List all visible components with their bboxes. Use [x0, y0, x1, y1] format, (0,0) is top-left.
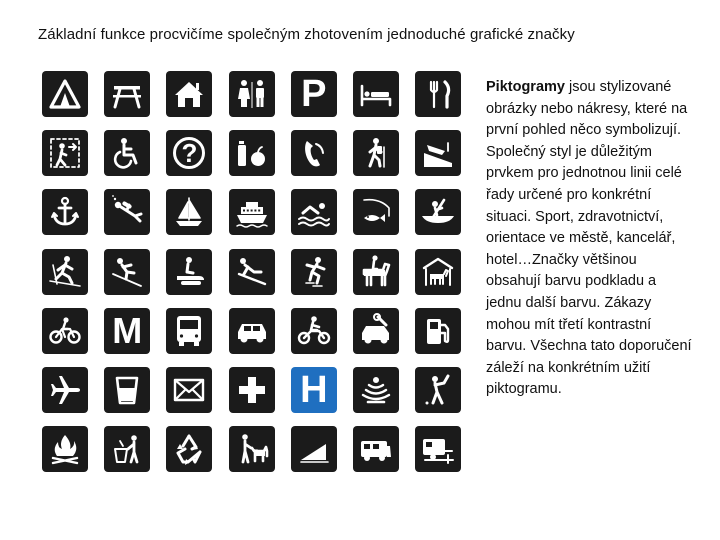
- page-title: Základní funkce procvičíme společným zhotovením jednoduché grafické značky: [38, 26, 575, 43]
- description-term: Piktogramy: [486, 79, 565, 95]
- telephone-icon: [291, 130, 337, 176]
- marina-anchor-icon: [42, 189, 88, 235]
- restrooms-icon: [229, 71, 275, 117]
- pictogram-grid: [42, 71, 462, 491]
- boat-launch-icon: [415, 130, 461, 176]
- first-aid-icon: [229, 367, 275, 413]
- bicycle-trail-icon: [42, 308, 88, 354]
- rv-campsite-icon: [353, 426, 399, 472]
- tent-icon: [42, 71, 88, 117]
- ramp-icon: [291, 426, 337, 472]
- stable-icon: [415, 249, 461, 295]
- cross-country-skiing-icon: [42, 249, 88, 295]
- pets-on-leash-icon: [229, 426, 275, 472]
- trailer-sanitary-station-icon: [415, 426, 461, 472]
- car-icon: [229, 308, 275, 354]
- metro-glyph: M: [112, 309, 143, 351]
- scuba-diving-icon: [104, 189, 150, 235]
- campfire-icon: [42, 426, 88, 472]
- description-body: jsou stylizované obrázky nebo nákresy, které na první pohled něco symbolizují. Společný styl je důležitým prvkem pro jednotnou linii celé řady určené pro konkrétní situaci. Sport, zdravotnictví, orientace ve městě, kancelář, hotel…Značky většinou obsahují barvu podkladu a jednu další barvu. Zákazy mohou mít třetí kontrastní barvu. Všechna tato doporučení záleží na konkrétním užití piktogramu.: [486, 79, 692, 398]
- horseback-riding-icon: [353, 249, 399, 295]
- bus-icon: [166, 308, 212, 354]
- canoeing-icon: [415, 189, 461, 235]
- restaurant-icon: [415, 71, 461, 117]
- hiking-trail-icon: [353, 130, 399, 176]
- litter-receptacle-icon: [104, 426, 150, 472]
- hospital-icon: [291, 367, 337, 413]
- groceries-icon: [229, 130, 275, 176]
- radiator-water-icon: [353, 367, 399, 413]
- information-glyph: ?: [173, 137, 205, 169]
- sledding-icon: [229, 249, 275, 295]
- picnic-table-icon: [104, 71, 150, 117]
- sailboat-icon: [166, 189, 212, 235]
- swimming-icon: [291, 189, 337, 235]
- self-guided-trail-icon: [42, 130, 88, 176]
- downhill-skiing-icon: [104, 249, 150, 295]
- metro-icon: [104, 308, 150, 354]
- parking-glyph: P: [301, 73, 327, 115]
- description-paragraph: [486, 77, 692, 401]
- ferry-boat-icon: [229, 189, 275, 235]
- parking-icon: [291, 71, 337, 117]
- snowmobiling-icon: [166, 249, 212, 295]
- hospital-glyph: H: [300, 369, 328, 411]
- fishing-icon: [353, 189, 399, 235]
- shelter-icon: [166, 71, 212, 117]
- information-icon: [166, 130, 212, 176]
- recycling-icon: [166, 426, 212, 472]
- lodging-bed-icon: [353, 71, 399, 117]
- airport-icon: [42, 367, 88, 413]
- motorbike-trail-icon: [291, 308, 337, 354]
- wheelchair-accessible-icon: [104, 130, 150, 176]
- mechanic-icon: [353, 308, 399, 354]
- drinking-water-icon: [104, 367, 150, 413]
- post-office-icon: [166, 367, 212, 413]
- gas-station-icon: [415, 308, 461, 354]
- golfing-icon: [415, 367, 461, 413]
- ice-skating-icon: [291, 249, 337, 295]
